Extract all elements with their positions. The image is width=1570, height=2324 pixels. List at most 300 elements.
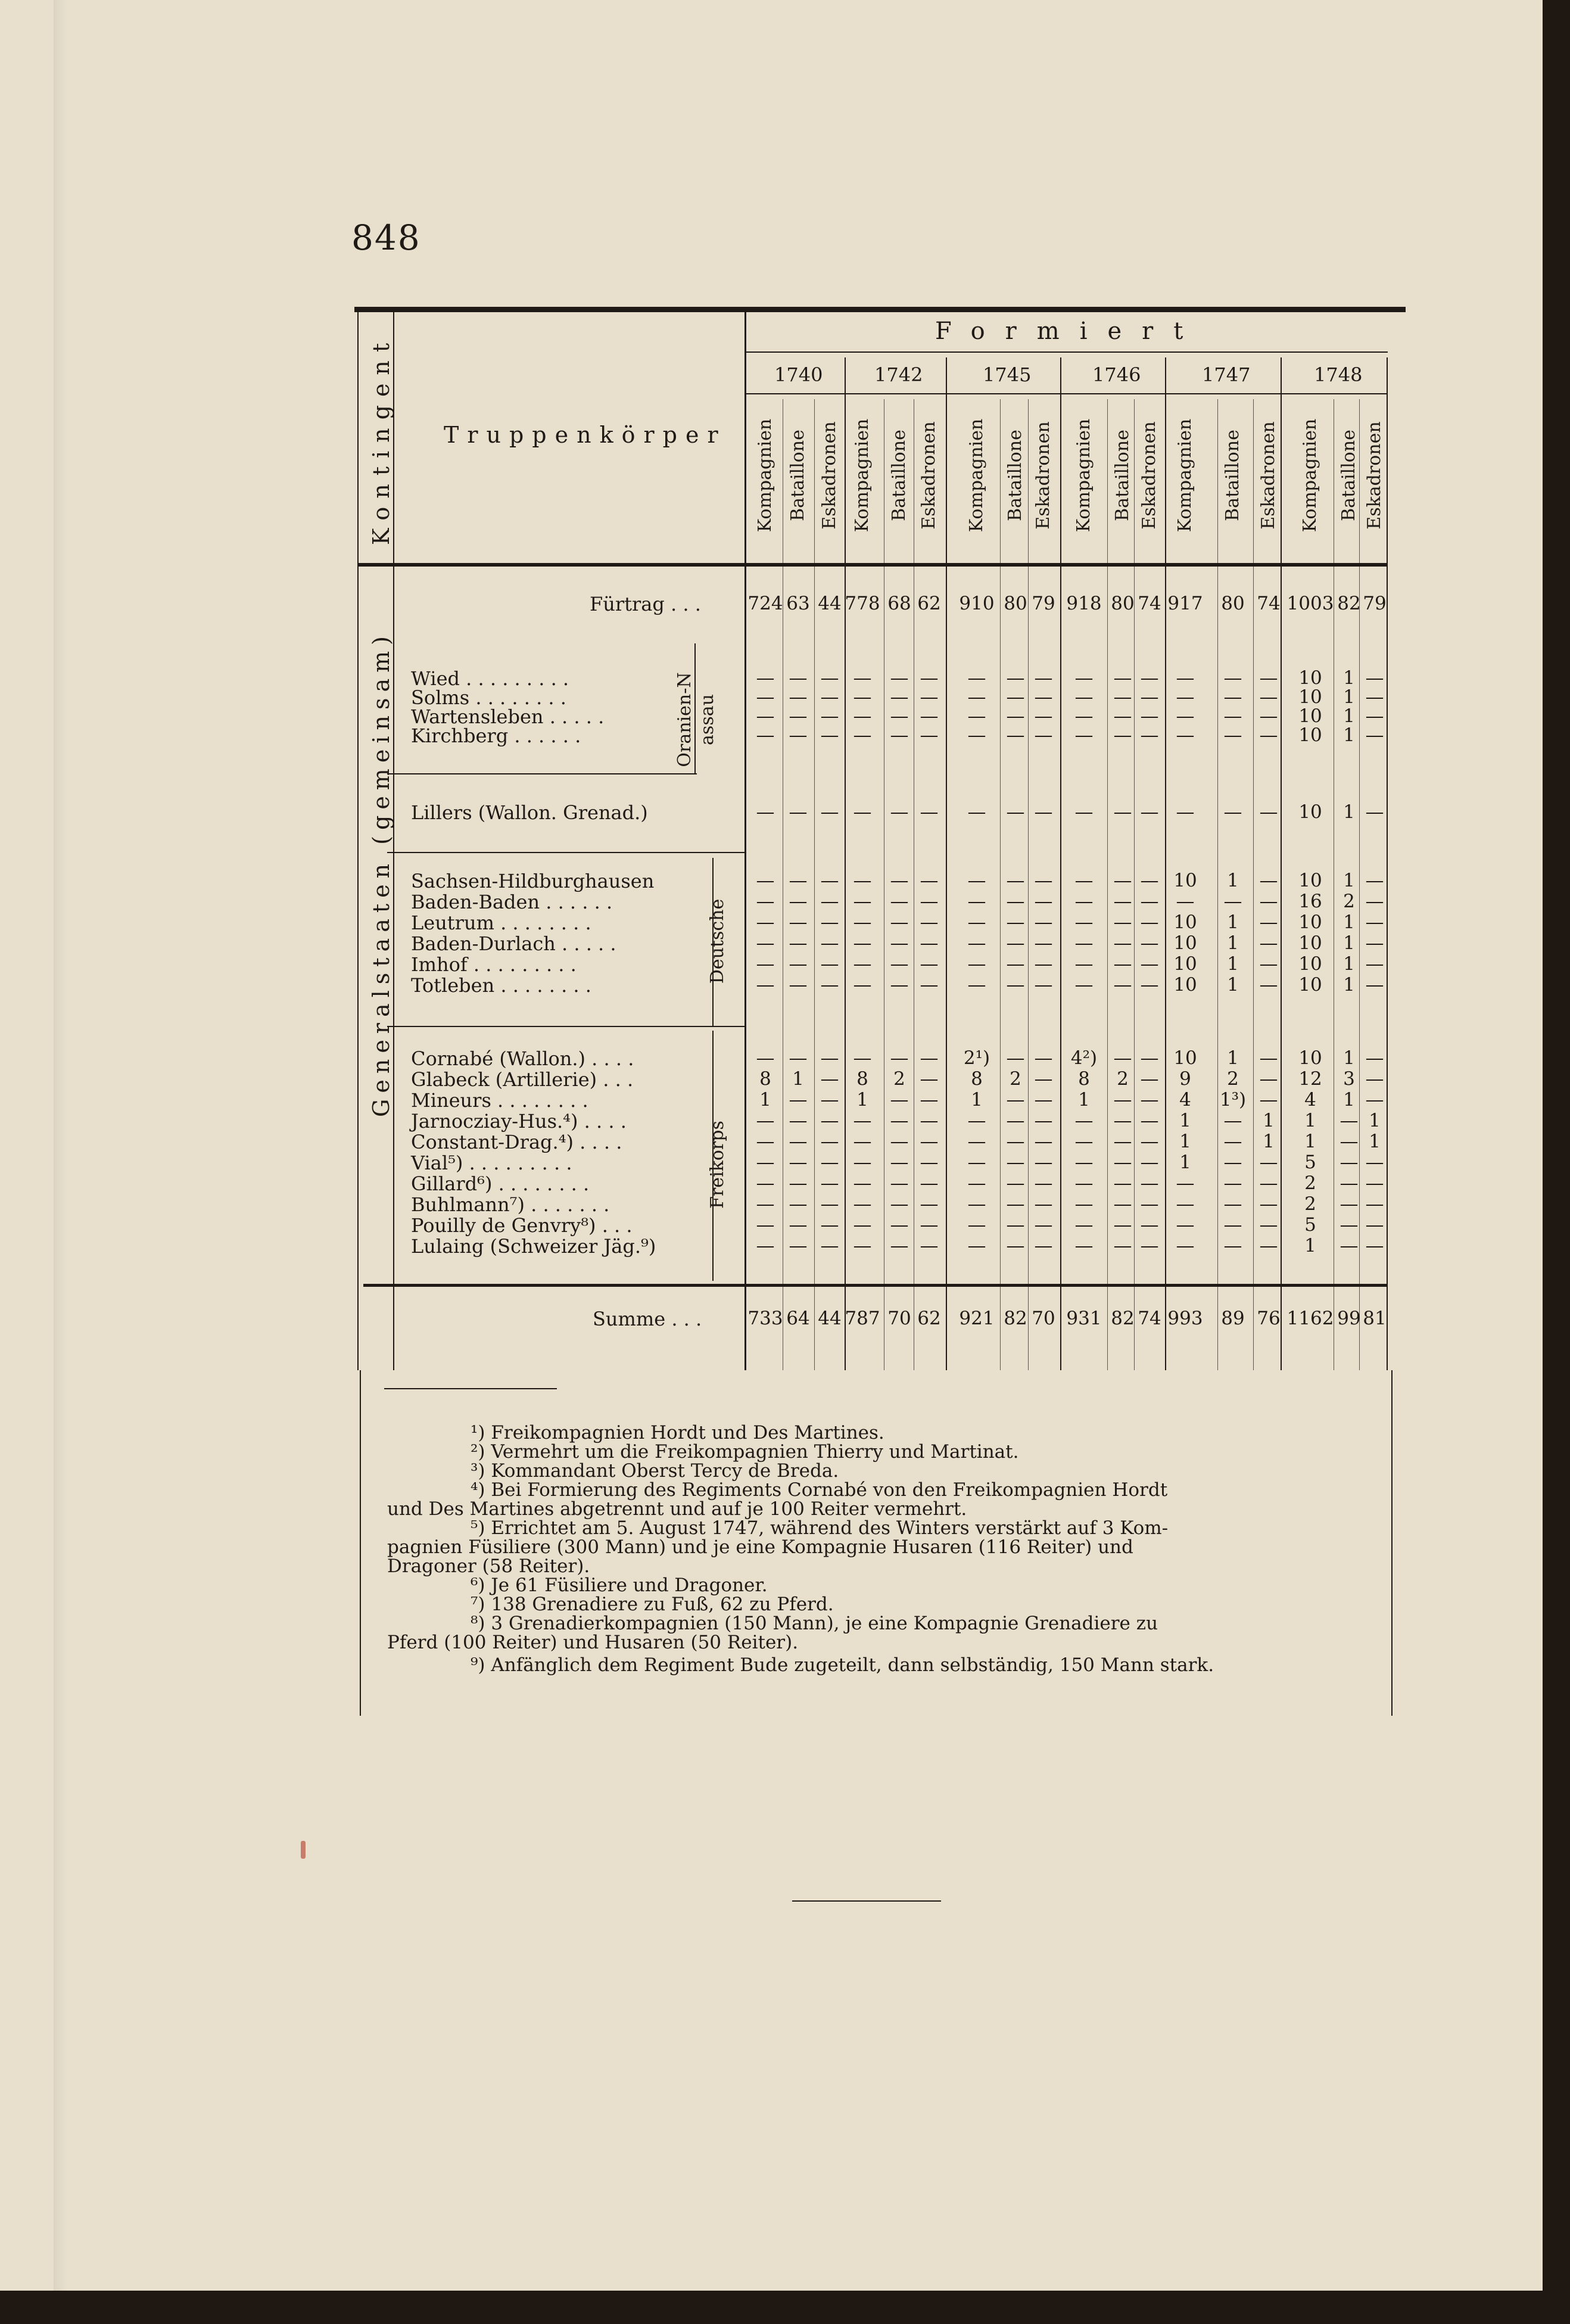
- deutsche-row-4-cell: 1: [1227, 953, 1239, 975]
- footnote-separator: [384, 1388, 557, 1389]
- deutsche-row-0-cell: —: [756, 870, 775, 891]
- freikorps-row-7-cell: —: [756, 1193, 775, 1215]
- freikorps-row-3-cell: —: [967, 1110, 986, 1131]
- deutsche-row-3-cell: —: [1034, 932, 1053, 954]
- freikorps-row-1-cell: —: [920, 1068, 939, 1090]
- footnote-line-2: ²) Vermehrt um die Freikompagnien Thierry und Martinat.: [471, 1441, 1019, 1463]
- year-1746: 1746: [1092, 363, 1141, 386]
- deutsche-row-5-cell: —: [890, 974, 909, 995]
- freikorps-row-9-cell: —: [820, 1235, 839, 1256]
- freikorps-row-2-cell: 1: [1343, 1089, 1355, 1110]
- oranien-row-0-cell: —: [853, 667, 872, 689]
- freikorps-row-1-cell: —: [820, 1068, 839, 1090]
- deutsche-row-5-label: Totleben . . . . . . . .: [411, 974, 591, 997]
- freikorps-row-2-cell: —: [1259, 1089, 1278, 1110]
- freikorps-row-4-cell: —: [920, 1131, 939, 1152]
- oranien-row-2-cell: —: [1034, 705, 1053, 727]
- deutsche-row-1-cell: —: [1006, 891, 1025, 912]
- freikorps-row-1-cell: —: [1259, 1068, 1278, 1090]
- freikorps-row-1-cell: 2: [893, 1068, 905, 1090]
- deutsche-row-3-cell: 1: [1343, 932, 1355, 954]
- footnote-line-10: ⁷) 138 Grenadiere zu Fuß, 62 zu Pferd.: [471, 1594, 834, 1615]
- fuertrag-row-cell: 80: [1111, 593, 1135, 614]
- deutsche-row-5-cell: —: [820, 974, 839, 995]
- freikorps-row-1-cell: 3: [1343, 1068, 1355, 1090]
- subheader-eskadronen-1746: Eskadronen: [1139, 421, 1160, 530]
- freikorps-row-6-cell: —: [1113, 1172, 1132, 1194]
- freikorps-row-7-cell: 2: [1304, 1193, 1316, 1215]
- freikorps-row-9-cell: —: [1259, 1235, 1278, 1256]
- oranien-row-3-cell: 10: [1298, 724, 1322, 746]
- oranien-row-1-cell: —: [1259, 686, 1278, 708]
- freikorps-row-5-cell: —: [820, 1152, 839, 1173]
- freikorps-row-1-cell: —: [1140, 1068, 1159, 1090]
- deutsche-row-2-cell: —: [1259, 911, 1278, 933]
- freikorps-row-4-cell: —: [1340, 1131, 1359, 1152]
- oranien-row-0-cell: —: [1074, 667, 1094, 689]
- freikorps-row-1-label: Glabeck (Artillerie) . . .: [411, 1068, 634, 1091]
- deutsche-row-1-label: Baden-Baden . . . . . .: [411, 891, 613, 913]
- freikorps-row-7-cell: —: [1140, 1193, 1159, 1215]
- footnote-right-rule: [1391, 1370, 1393, 1716]
- freikorps-row-3-cell: 1: [1179, 1110, 1191, 1131]
- freikorps-row-4-cell: 1: [1179, 1131, 1191, 1152]
- lillers-row-cell: —: [1259, 801, 1278, 823]
- deutsche-row-5-cell: —: [1006, 974, 1025, 995]
- freikorps-row-3-cell: —: [890, 1110, 909, 1131]
- freikorps-row-8-cell: —: [1259, 1214, 1278, 1236]
- oranien-row-2-cell: —: [853, 705, 872, 727]
- freikorps-row-4-cell: 1: [1304, 1131, 1316, 1152]
- lillers-row-cell: 1: [1343, 801, 1355, 823]
- footnote-line-9: ⁶) Je 61 Füsiliere und Dragoner.: [471, 1575, 768, 1596]
- freikorps-row-6-cell: —: [1365, 1172, 1384, 1194]
- freikorps-row-5-cell: —: [920, 1152, 939, 1173]
- freikorps-row-8-cell: —: [1034, 1214, 1053, 1236]
- freikorps-row-0-cell: —: [1006, 1047, 1025, 1069]
- deutsche-row-0-cell: —: [890, 870, 909, 891]
- oranien-row-2-cell: —: [920, 705, 939, 727]
- oranien-row-0-cell: —: [1365, 667, 1384, 689]
- freikorps-row-0-cell: —: [1113, 1047, 1132, 1069]
- deutsche-row-5-cell: 1: [1343, 974, 1355, 995]
- summe-row-cell: 931: [1066, 1308, 1102, 1329]
- summe-row-cell: 921: [959, 1308, 995, 1329]
- subheader-eskadronen-1748: Eskadronen: [1364, 421, 1385, 530]
- deutsche-row-1-cell: —: [1259, 891, 1278, 912]
- fuertrag-row-cell: 910: [959, 593, 995, 614]
- fuertrag-row-cell: 82: [1337, 593, 1361, 614]
- oranien-row-1-cell: —: [1140, 686, 1159, 708]
- freikorps-row-0-cell: —: [853, 1047, 872, 1069]
- deutsche-row-0-cell: —: [853, 870, 872, 891]
- freikorps-row-5-cell: —: [1365, 1152, 1384, 1173]
- freikorps-row-2-cell: —: [1140, 1089, 1159, 1110]
- deutsche-row-0-cell: —: [1074, 870, 1094, 891]
- summe-row-cell: 99: [1337, 1308, 1361, 1329]
- fuertrag-row-cell: 724: [747, 593, 783, 614]
- oranien-row-0-cell: —: [1223, 667, 1242, 689]
- deutsche-row-3-cell: 10: [1173, 932, 1197, 954]
- freikorps-row-2-cell: 4: [1179, 1089, 1191, 1110]
- freikorps-row-9-cell: —: [920, 1235, 939, 1256]
- freikorps-row-5-cell: —: [1113, 1152, 1132, 1173]
- freikorps-row-2-cell: —: [1006, 1089, 1025, 1110]
- truppenkoerper-header: Truppenkörper: [444, 422, 727, 448]
- freikorps-row-8-cell: —: [1340, 1214, 1359, 1236]
- deutsche-row-5-cell: 1: [1227, 974, 1239, 995]
- oranien-row-1-cell: 1: [1343, 686, 1355, 708]
- freikorps-row-4-cell: —: [1223, 1131, 1242, 1152]
- freikorps-row-9-cell: —: [1365, 1235, 1384, 1256]
- kontingent-header: Kontingent: [368, 334, 394, 545]
- deutsche-row-2-cell: —: [789, 911, 808, 933]
- footnote-line-12: Pferd (100 Reiter) und Husaren (50 Reiter).: [387, 1632, 799, 1653]
- deutsche-row-0-cell: —: [820, 870, 839, 891]
- freikorps-row-2-cell: 1: [1078, 1089, 1090, 1110]
- deutsche-row-4-cell: —: [1259, 953, 1278, 975]
- freikorps-row-2-label: Mineurs . . . . . . . .: [411, 1089, 588, 1112]
- lillers-row-cell: —: [1140, 801, 1159, 823]
- freikorps-row-9-cell: —: [789, 1235, 808, 1256]
- freikorps-row-1-cell: 8: [1078, 1068, 1090, 1090]
- freikorps-row-0-cell: 2¹): [963, 1047, 990, 1069]
- fuertrag-row-cell: 44: [818, 593, 842, 614]
- deutsche-row-0-cell: —: [1006, 870, 1025, 891]
- footnote-line-13: ⁹) Anfänglich dem Regiment Bude zugeteilt, dann selbständig, 150 Mann stark.: [471, 1654, 1214, 1676]
- subheader-eskadronen-1747: Eskadronen: [1258, 421, 1279, 530]
- bottom-dash-line: [792, 1900, 941, 1902]
- freikorps-row-6-label: Gillard⁶) . . . . . . . .: [411, 1172, 590, 1195]
- footnote-left-rule: [360, 1370, 361, 1716]
- freikorps-row-4-cell: —: [853, 1131, 872, 1152]
- freikorps-row-8-cell: —: [1074, 1214, 1094, 1236]
- freikorps-row-3-cell: —: [1223, 1110, 1242, 1131]
- oranien-row-0-cell: —: [967, 667, 986, 689]
- freikorps-row-6-cell: —: [1006, 1172, 1025, 1194]
- deutsche-row-4-cell: 1: [1343, 953, 1355, 975]
- deutsche-row-3-cell: 10: [1298, 932, 1322, 954]
- subheader-kompagnien-1740: Kompagnien: [755, 418, 775, 533]
- deutsche-row-0-cell: —: [920, 870, 939, 891]
- freikorps-row-6-cell: —: [1034, 1172, 1053, 1194]
- oranien-row-0-cell: 1: [1343, 667, 1355, 689]
- freikorps-row-5-label: Vial⁵) . . . . . . . . .: [411, 1152, 572, 1174]
- deutsche-row-0-label: Sachsen-Hildburghausen: [411, 870, 655, 892]
- deutsche-row-1-cell: 2: [1343, 891, 1355, 912]
- deutsche-row-4-cell: —: [789, 953, 808, 975]
- freikorps-row-5-cell: —: [967, 1152, 986, 1173]
- deutsche-row-2-cell: —: [920, 911, 939, 933]
- freikorps-row-4-cell: 1: [1369, 1131, 1381, 1152]
- freikorps-row-5-cell: 1: [1179, 1152, 1191, 1173]
- deutsche-row-5-cell: —: [1365, 974, 1384, 995]
- deutsche-row-0-cell: 10: [1298, 870, 1322, 891]
- freikorps-row-9-cell: —: [1340, 1235, 1359, 1256]
- deutsche-row-1-cell: 16: [1298, 891, 1322, 912]
- freikorps-row-9-cell: 1: [1304, 1235, 1316, 1256]
- freikorps-row-2-cell: 1: [971, 1089, 983, 1110]
- deutsche-row-2-cell: —: [890, 911, 909, 933]
- freikorps-row-0-cell: —: [920, 1047, 939, 1069]
- subheader-eskadronen-1745: Eskadronen: [1033, 421, 1054, 530]
- freikorps-row-9-cell: —: [1074, 1235, 1094, 1256]
- deutsche-row-4-cell: —: [1074, 953, 1094, 975]
- freikorps-row-9-cell: —: [1223, 1235, 1242, 1256]
- deutsche-row-5-cell: —: [1140, 974, 1159, 995]
- summe-row-cell: 993: [1167, 1308, 1203, 1329]
- subheader-bataillone-1748: Bataillone: [1338, 430, 1359, 521]
- freikorps-row-1-cell: 1: [792, 1068, 804, 1090]
- freikorps-row-3-cell: —: [1074, 1110, 1094, 1131]
- fuertrag-row-cell: 63: [786, 593, 810, 614]
- freikorps-row-7-cell: —: [920, 1193, 939, 1215]
- summe-row-cell: 44: [818, 1308, 842, 1329]
- oranien-row-2-label: Wartensleben . . . . .: [411, 705, 605, 728]
- deutsche-row-4-cell: —: [756, 953, 775, 975]
- freikorps-row-2-cell: 1³): [1219, 1089, 1247, 1110]
- summe-row-cell: 82: [1004, 1308, 1027, 1329]
- freikorps-row-8-cell: —: [1113, 1214, 1132, 1236]
- oranien-row-2-cell: —: [1365, 705, 1384, 727]
- freikorps-row-8-label: Pouilly de Genvry⁸) . . .: [411, 1214, 633, 1237]
- header-bottom-rule: [357, 563, 1388, 567]
- deutsche-row-1-cell: —: [1074, 891, 1094, 912]
- lillers-row-cell: —: [1176, 801, 1195, 823]
- freikorps-row-9-cell: —: [1113, 1235, 1132, 1256]
- oranien-row-2-cell: —: [967, 705, 986, 727]
- deutsche-row-0-cell: —: [789, 870, 808, 891]
- deutsche-row-1-cell: —: [1140, 891, 1159, 912]
- deutsche-row-1-cell: —: [853, 891, 872, 912]
- freikorps-row-2-cell: —: [1365, 1089, 1384, 1110]
- freikorps-row-7-cell: —: [1034, 1193, 1053, 1215]
- freikorps-row-3-label: Jarnocziay-Hus.⁴) . . . .: [411, 1110, 627, 1133]
- freikorps-row-0-cell: —: [789, 1047, 808, 1069]
- deutsche-row-0-cell: —: [967, 870, 986, 891]
- freikorps-row-0-label: Cornabé (Wallon.) . . . .: [411, 1047, 634, 1070]
- deutsche-row-5-cell: —: [756, 974, 775, 995]
- freikorps-row-6-cell: —: [1140, 1172, 1159, 1194]
- freikorps-row-9-cell: —: [853, 1235, 872, 1256]
- lillers-row-cell: —: [1365, 801, 1384, 823]
- deutsche-row-0-cell: —: [1365, 870, 1384, 891]
- freikorps-row-5-cell: 5: [1304, 1152, 1316, 1173]
- table-left-rule: [357, 310, 359, 1370]
- lillers-row-cell: 10: [1298, 801, 1322, 823]
- deutsche-row-1-cell: —: [920, 891, 939, 912]
- deutsche-row-2-cell: —: [1034, 911, 1053, 933]
- deutsche-row-4-cell: —: [1113, 953, 1132, 975]
- deutsche-row-0-cell: 1: [1227, 870, 1239, 891]
- oranien-row-2-cell: —: [1140, 705, 1159, 727]
- deutsche-row-1-cell: —: [1176, 891, 1195, 912]
- deutsche-row-4-cell: —: [1034, 953, 1053, 975]
- oranien-row-2-cell: 10: [1298, 705, 1322, 727]
- deutsche-row-0-cell: —: [1034, 870, 1053, 891]
- freikorps-row-3-cell: —: [1113, 1110, 1132, 1131]
- deutsche-row-4-cell: —: [820, 953, 839, 975]
- deutsche-row-2-cell: —: [1365, 911, 1384, 933]
- freikorps-row-0-cell: 10: [1298, 1047, 1322, 1069]
- freikorps-row-0-cell: —: [890, 1047, 909, 1069]
- summe-row-cell: 733: [747, 1308, 783, 1329]
- subheader-bataillone-1746: Bataillone: [1112, 430, 1133, 521]
- oranien-row-3-cell: —: [1365, 724, 1384, 746]
- deutsche-row-1-cell: —: [890, 891, 909, 912]
- oranien-row-3-cell: 1: [1343, 724, 1355, 746]
- deutsche-row-5-cell: 10: [1298, 974, 1322, 995]
- oranien-row-2-cell: —: [1259, 705, 1278, 727]
- deutsche-row-0-cell: 10: [1173, 870, 1197, 891]
- oranien-row-0-label: Wied . . . . . . . . .: [411, 667, 569, 690]
- freikorps-label: Freikorps: [707, 1121, 728, 1209]
- fuertrag-row-cell: 62: [917, 593, 941, 614]
- freikorps-row-3-cell: —: [1006, 1110, 1025, 1131]
- oranien-row-2-cell: —: [1113, 705, 1132, 727]
- page-number: 848: [351, 217, 421, 258]
- page-gutter-shadow: [54, 0, 67, 2291]
- freikorps-row-8-cell: —: [820, 1214, 839, 1236]
- deutsche-row-1-cell: —: [1034, 891, 1053, 912]
- oranien-row-3-cell: —: [853, 724, 872, 746]
- freikorps-row-7-cell: —: [1113, 1193, 1132, 1215]
- freikorps-row-8-cell: —: [789, 1214, 808, 1236]
- freikorps-row-7-cell: —: [1223, 1193, 1242, 1215]
- oranien-row-3-label: Kirchberg . . . . . .: [411, 724, 581, 747]
- oranien-row-3-cell: —: [920, 724, 939, 746]
- year-1748: 1748: [1314, 363, 1363, 386]
- deutsche-row-5-cell: —: [920, 974, 939, 995]
- freikorps-row-5-cell: —: [1074, 1152, 1094, 1173]
- freikorps-row-6-cell: —: [920, 1172, 939, 1194]
- deutsche-row-1-cell: —: [1223, 891, 1242, 912]
- freikorps-row-6-cell: —: [756, 1172, 775, 1194]
- fuertrag-row-cell: 79: [1032, 593, 1055, 614]
- ink-mark: [301, 1841, 306, 1859]
- deutsche-row-4-cell: —: [1140, 953, 1159, 975]
- subheader-kompagnien-1742: Kompagnien: [852, 418, 873, 533]
- deutsche-row-3-cell: —: [820, 932, 839, 954]
- freikorps-row-7-cell: —: [1365, 1193, 1384, 1215]
- deutsche-row-2-cell: —: [1006, 911, 1025, 933]
- summe-row-cell: 62: [917, 1308, 941, 1329]
- freikorps-row-8-cell: —: [967, 1214, 986, 1236]
- footnote-line-6: ⁵) Errichtet am 5. August 1747, während des Winters verstärkt auf 3 Kom-: [471, 1517, 1169, 1539]
- oranien-row-0-cell: —: [1006, 667, 1025, 689]
- freikorps-row-6-cell: —: [967, 1172, 986, 1194]
- oranien-row-1-cell: —: [1223, 686, 1242, 708]
- year-1742: 1742: [874, 363, 923, 386]
- freikorps-row-6-cell: —: [1223, 1172, 1242, 1194]
- year-1747: 1747: [1202, 363, 1251, 386]
- oranien-row-0-cell: —: [789, 667, 808, 689]
- freikorps-row-9-cell: —: [890, 1235, 909, 1256]
- fuertrag-row-cell: 80: [1221, 593, 1245, 614]
- fuertrag-row-cell: 79: [1363, 593, 1387, 614]
- freikorps-row-7-cell: —: [1074, 1193, 1094, 1215]
- freikorps-row-5-cell: —: [1034, 1152, 1053, 1173]
- oranien-row-0-cell: —: [1113, 667, 1132, 689]
- freikorps-row-8-cell: —: [1365, 1214, 1384, 1236]
- freikorps-row-0-cell: —: [1034, 1047, 1053, 1069]
- fuertrag-row-cell: 74: [1138, 593, 1161, 614]
- fuertrag-row-cell: 1003: [1286, 593, 1334, 614]
- freikorps-row-6-cell: —: [1340, 1172, 1359, 1194]
- freikorps-row-7-cell: —: [1006, 1193, 1025, 1215]
- oranien-row-0-cell: —: [1259, 667, 1278, 689]
- freikorps-row-0-cell: —: [1259, 1047, 1278, 1069]
- freikorps-row-1-cell: 12: [1298, 1068, 1322, 1090]
- freikorps-row-5-cell: —: [1340, 1152, 1359, 1173]
- freikorps-row-2-cell: 4: [1304, 1089, 1316, 1110]
- deutsche-row-0-cell: —: [1140, 870, 1159, 891]
- freikorps-row-0-cell: —: [1365, 1047, 1384, 1069]
- freikorps-row-4-label: Constant-Drag.⁴) . . . .: [411, 1131, 622, 1153]
- oranien-row-3-cell: —: [967, 724, 986, 746]
- freikorps-row-2-cell: —: [1034, 1089, 1053, 1110]
- oranien-row-1-cell: —: [890, 686, 909, 708]
- freikorps-row-6-cell: —: [1074, 1172, 1094, 1194]
- deutsche-row-2-cell: —: [820, 911, 839, 933]
- oranien-row-0-cell: —: [1176, 667, 1195, 689]
- year-1745: 1745: [983, 363, 1032, 386]
- oranien-row-1-cell: —: [756, 686, 775, 708]
- oranien-row-2-cell: —: [1006, 705, 1025, 727]
- freikorps-row-1-cell: —: [1365, 1068, 1384, 1090]
- oranien-row-0-cell: —: [1140, 667, 1159, 689]
- freikorps-row-4-cell: —: [890, 1131, 909, 1152]
- deutsche-row-0-cell: —: [1113, 870, 1132, 891]
- freikorps-row-7-cell: —: [1340, 1193, 1359, 1215]
- deutsche-row-4-cell: —: [890, 953, 909, 975]
- freikorps-row-1-cell: 2: [1227, 1068, 1239, 1090]
- deutsche-row-4-cell: 10: [1173, 953, 1197, 975]
- freikorps-row-9-label: Lulaing (Schweizer Jäg.⁹): [411, 1235, 656, 1258]
- freikorps-row-4-cell: —: [789, 1131, 808, 1152]
- fuertrag-row-label: Fürtrag . . .: [590, 593, 701, 615]
- freikorps-row-8-cell: —: [1006, 1214, 1025, 1236]
- oranien-row-1-cell: —: [789, 686, 808, 708]
- lillers-row-cell: —: [920, 801, 939, 823]
- summe-row-cell: 1162: [1286, 1308, 1334, 1329]
- footnote-line-4: ⁴) Bei Formierung des Regiments Cornabé von den Freikompagnien Hordt: [471, 1479, 1168, 1501]
- deutsche-row-4-cell: 10: [1298, 953, 1322, 975]
- fuertrag-row-cell: 80: [1004, 593, 1027, 614]
- footnote-line-11: ⁸) 3 Grenadierkompagnien (150 Mann), je eine Kompagnie Grenadiere zu: [471, 1613, 1158, 1634]
- deutsche-row-4-cell: —: [1006, 953, 1025, 975]
- freikorps-row-2-cell: 1: [856, 1089, 868, 1110]
- freikorps-row-9-cell: —: [1034, 1235, 1053, 1256]
- oranien-row-0-cell: 10: [1298, 667, 1322, 689]
- freikorps-row-5-cell: —: [1140, 1152, 1159, 1173]
- summe-top-rule: [363, 1284, 1388, 1287]
- generalstaaten-label: Generalstaaten (gemeinsam): [368, 630, 394, 1117]
- freikorps-row-4-cell: —: [1074, 1131, 1094, 1152]
- freikorps-row-0-cell: 10: [1173, 1047, 1197, 1069]
- oranien-row-0-cell: —: [1034, 667, 1053, 689]
- oranien-row-2-cell: —: [1074, 705, 1094, 727]
- freikorps-row-7-label: Buhlmann⁷) . . . . . . .: [411, 1193, 610, 1216]
- oranien-row-3-cell: —: [1140, 724, 1159, 746]
- oranien-row-3-cell: —: [789, 724, 808, 746]
- subheader-bataillone-1745: Bataillone: [1005, 430, 1026, 521]
- deutsche-row-4-cell: —: [853, 953, 872, 975]
- freikorps-row-2-cell: —: [920, 1089, 939, 1110]
- oranien-row-3-cell: —: [1006, 724, 1025, 746]
- deutsche-row-4-label: Imhof . . . . . . . . .: [411, 953, 577, 976]
- freikorps-row-1-cell: —: [1034, 1068, 1053, 1090]
